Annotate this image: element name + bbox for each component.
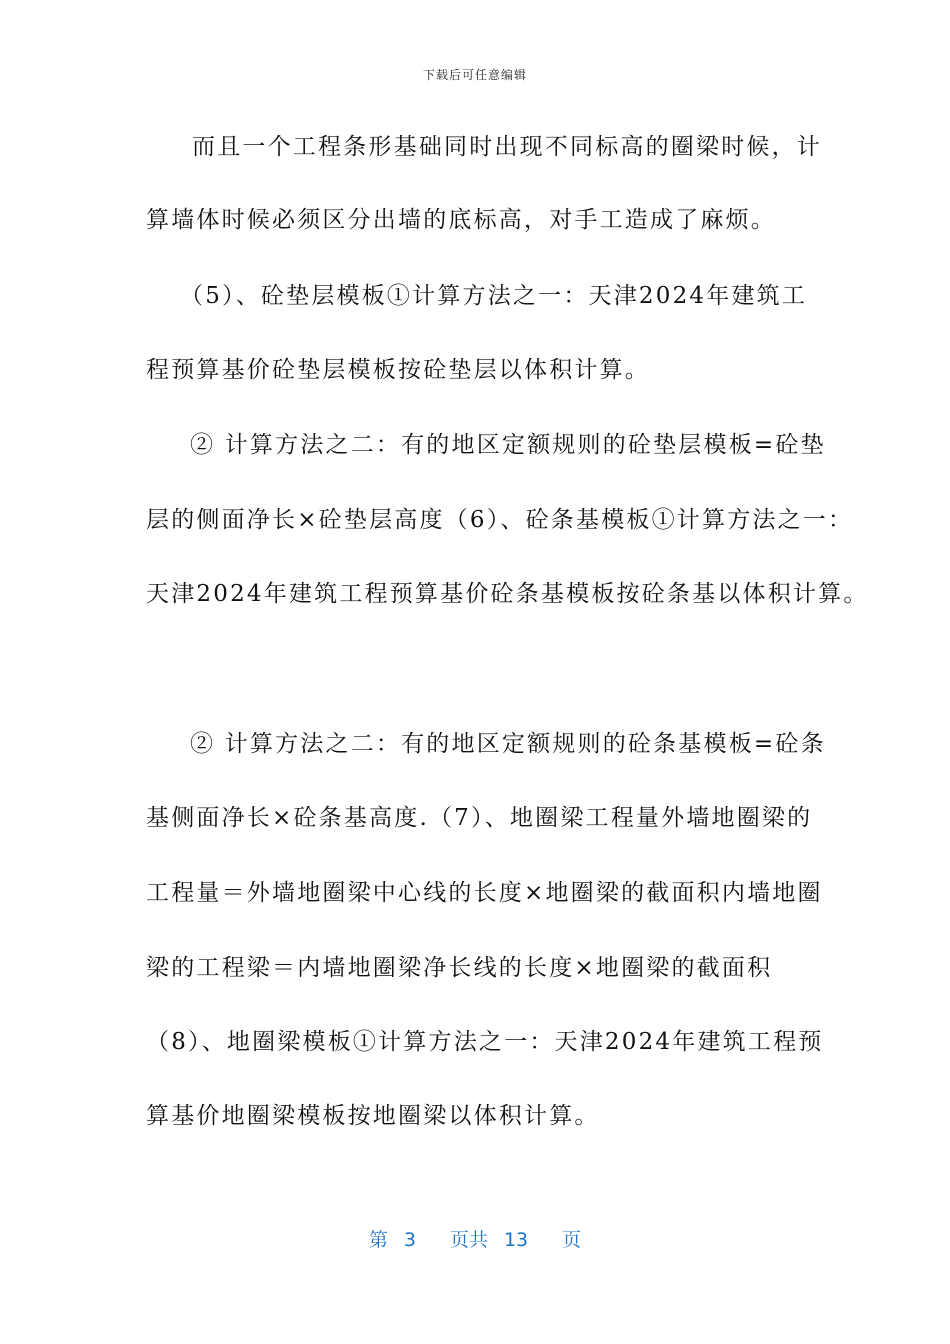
body-line-2: 算墙体时候必须区分出墙的底标高，对手工造成了麻烦。 [146, 207, 776, 233]
body-line-10: 工程量＝外墙地圈梁中心线的长度×地圈梁的截面积内墙地圈 [146, 880, 823, 906]
body-line-13: 算基价地圈梁模板按地圈梁以体积计算。 [146, 1103, 600, 1129]
body-line-4: 程预算基价砼垫层模板按砼垫层以体积计算。 [146, 357, 650, 383]
body-line-6: 层的侧面净长×砼垫层高度（6）、砼条基模板①计算方法之一： [146, 507, 854, 533]
footer-current-page: 3 [403, 1229, 416, 1251]
page-footer [0, 1225, 950, 1252]
footer-total-pages: 13 [503, 1229, 529, 1251]
body-line-8: ② 计算方法之二：有的地区定额规则的砼条基模板=砼条 [190, 731, 826, 757]
body-line-5: ② 计算方法之二：有的地区定额规则的砼垫层模板=砼垫 [190, 432, 826, 458]
body-line-9: 基侧面净长×砼条基高度.（7）、地圈梁工程量外墙地圈梁的 [146, 805, 813, 831]
body-line-11: 梁的工程梁＝内墙地圈梁净长线的长度×地圈梁的截面积 [146, 955, 773, 981]
footer-suffix: 页 [562, 1229, 582, 1251]
body-line-12: （8）、地圈梁模板①计算方法之一：天津2024年建筑工程预 [146, 1029, 824, 1055]
page-header: 下载后可任意编辑 [422, 68, 527, 82]
footer-middle: 页共 [449, 1229, 488, 1251]
body-line-3: （5）、砼垫层模板①计算方法之一：天津2024年建筑工 [180, 283, 808, 309]
body-line-1: 而且一个工程条形基础同时出现不同标高的圈梁时候，计 [192, 134, 822, 160]
body-line-7: 天津2024年建筑工程预算基价砼条基模板按砼条基以体积计算。 [146, 581, 869, 607]
footer-prefix: 第 [368, 1229, 388, 1251]
